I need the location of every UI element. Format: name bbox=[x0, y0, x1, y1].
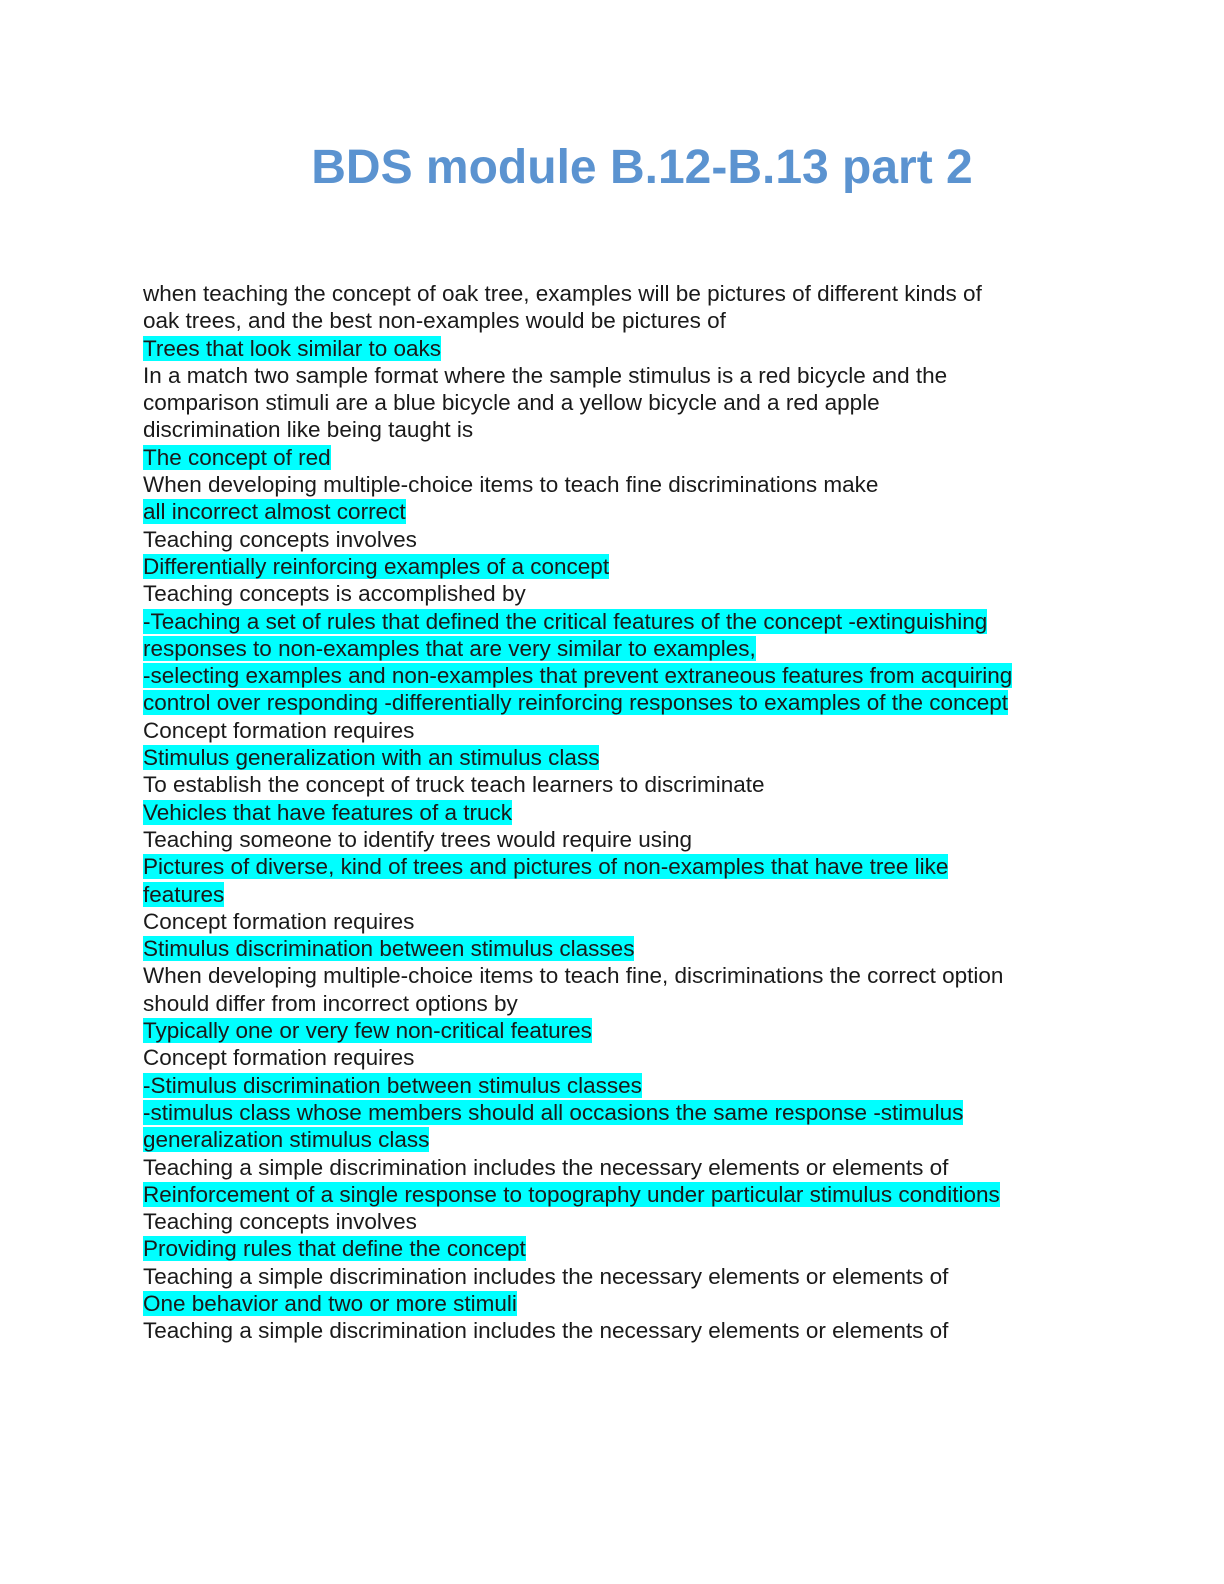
question-line bbox=[143, 962, 1073, 989]
answer-line bbox=[143, 799, 1073, 826]
answer-line bbox=[143, 1235, 1073, 1262]
question-line bbox=[143, 389, 1073, 416]
question-line bbox=[143, 362, 1073, 389]
question-text: Teaching a simple discrimination includes the necessary elements or elements of bbox=[143, 1318, 949, 1344]
question-line bbox=[143, 990, 1073, 1017]
question-text: discrimination like being taught is bbox=[143, 417, 474, 443]
question-text: Concept formation requires bbox=[143, 908, 415, 934]
question-text: When developing multiple-choice items to teach fine, discriminations the correct option bbox=[143, 963, 1004, 989]
question-line bbox=[143, 1208, 1073, 1235]
question-line bbox=[143, 307, 1073, 334]
highlighted-answer-text: Pictures of diverse, kind of trees and pictures of non-examples that have tree like bbox=[143, 854, 949, 880]
highlighted-answer-text: -Teaching a set of rules that defined the critical features of the concept -extinguishing bbox=[143, 608, 988, 634]
answer-line bbox=[143, 335, 1073, 362]
highlighted-answer-text: Differentially reinforcing examples of a concept bbox=[143, 553, 610, 579]
highlighted-answer-text: responses to non-examples that are very similar to examples, bbox=[143, 635, 756, 661]
question-line bbox=[143, 908, 1073, 935]
highlighted-answer-text: Reinforcement of a single response to topography under particular stimulus conditions bbox=[143, 1181, 1000, 1207]
highlighted-answer-text: One behavior and two or more stimuli bbox=[143, 1290, 517, 1316]
answer-line bbox=[143, 1126, 1073, 1153]
question-line bbox=[143, 1044, 1073, 1071]
question-line bbox=[143, 1317, 1073, 1344]
document-title: BDS module B.12-B.13 part 2 bbox=[311, 141, 973, 194]
highlighted-answer-text: features bbox=[143, 881, 225, 907]
question-text: Teaching a simple discrimination includes the necessary elements or elements of bbox=[143, 1154, 949, 1180]
question-line bbox=[143, 416, 1073, 443]
answer-line bbox=[143, 498, 1073, 525]
answer-line bbox=[143, 1290, 1073, 1317]
answer-line bbox=[143, 1099, 1073, 1126]
highlighted-answer-text: -Stimulus discrimination between stimulus classes bbox=[143, 1072, 642, 1098]
highlighted-answer-text: Stimulus discrimination between stimulus classes bbox=[143, 936, 635, 962]
highlighted-answer-text: Stimulus generalization with an stimulus class bbox=[143, 745, 600, 771]
question-text: Teaching someone to identify trees would require using bbox=[143, 826, 693, 852]
highlighted-answer-text: control over responding -differentially reinforcing responses to examples of the concept bbox=[143, 690, 1009, 716]
answer-line bbox=[143, 881, 1073, 908]
answer-line bbox=[143, 1181, 1073, 1208]
question-text: Teaching a simple discrimination includes the necessary elements or elements of bbox=[143, 1263, 949, 1289]
answer-line bbox=[143, 1017, 1073, 1044]
highlighted-answer-text: Providing rules that define the concept bbox=[143, 1236, 526, 1262]
question-text: Concept formation requires bbox=[143, 717, 415, 743]
question-text: Concept formation requires bbox=[143, 1045, 415, 1071]
highlighted-answer-text: -stimulus class whose members should all occasions the same response -stimulus bbox=[143, 1099, 964, 1125]
highlighted-answer-text: Typically one or very few non-critical features bbox=[143, 1018, 592, 1044]
highlighted-answer-text: generalization stimulus class bbox=[143, 1127, 430, 1153]
question-text: When developing multiple-choice items to teach fine discriminations make bbox=[143, 472, 879, 498]
question-text: Teaching concepts involves bbox=[143, 526, 417, 552]
highlighted-answer-text: all incorrect almost correct bbox=[143, 499, 406, 525]
answer-line bbox=[143, 744, 1073, 771]
answer-line bbox=[143, 1072, 1073, 1099]
answer-line bbox=[143, 935, 1073, 962]
question-line bbox=[143, 280, 1073, 307]
question-line bbox=[143, 771, 1073, 798]
answer-line bbox=[143, 553, 1073, 580]
question-line bbox=[143, 580, 1073, 607]
answer-line bbox=[143, 635, 1073, 662]
answer-line bbox=[143, 853, 1073, 880]
question-text: To establish the concept of truck teach learners to discriminate bbox=[143, 772, 765, 798]
answer-line bbox=[143, 444, 1073, 471]
question-text: Teaching concepts is accomplished by bbox=[143, 581, 526, 607]
question-line bbox=[143, 471, 1073, 498]
question-text: should differ from incorrect options by bbox=[143, 990, 518, 1016]
question-line bbox=[143, 717, 1073, 744]
answer-line bbox=[143, 662, 1073, 689]
answer-line bbox=[143, 608, 1073, 635]
question-line bbox=[143, 826, 1073, 853]
highlighted-answer-text: Trees that look similar to oaks bbox=[143, 335, 442, 361]
highlighted-answer-text: -selecting examples and non-examples that prevent extraneous features from acquiring bbox=[143, 663, 1013, 689]
question-line bbox=[143, 526, 1073, 553]
highlighted-answer-text: Vehicles that have features of a truck bbox=[143, 799, 512, 825]
question-line bbox=[143, 1263, 1073, 1290]
highlighted-answer-text: The concept of red bbox=[143, 444, 331, 470]
question-text: oak trees, and the best non-examples would be pictures of bbox=[143, 308, 726, 334]
question-line bbox=[143, 1154, 1073, 1181]
question-text: comparison stimuli are a blue bicycle and a yellow bicycle and a red apple bbox=[143, 390, 880, 416]
document-body bbox=[143, 280, 1073, 1345]
question-text: when teaching the concept of oak tree, examples will be pictures of different kinds of bbox=[143, 281, 982, 306]
answer-line bbox=[143, 689, 1073, 716]
question-text: Teaching concepts involves bbox=[143, 1209, 417, 1235]
question-text: In a match two sample format where the sample stimulus is a red bicycle and the bbox=[143, 362, 948, 388]
